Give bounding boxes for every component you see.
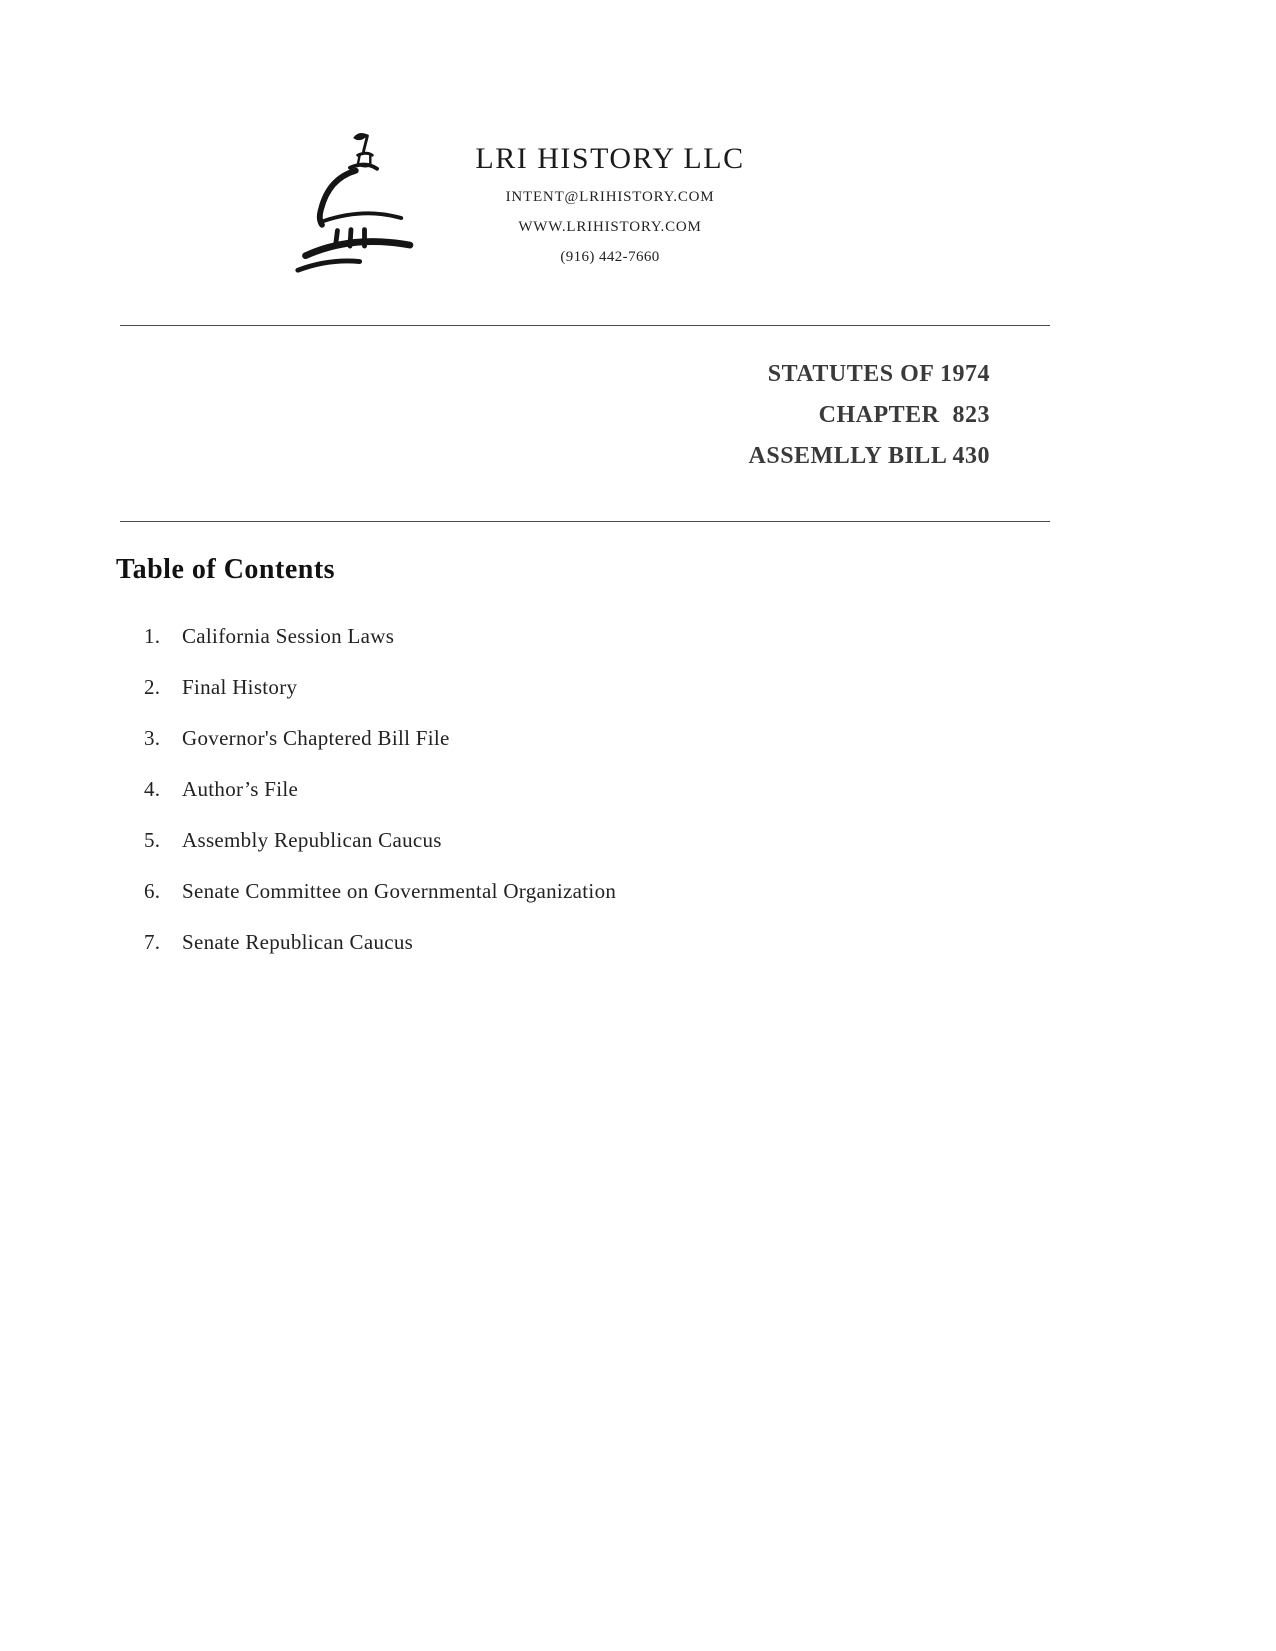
toc-item-number: 2. <box>144 675 161 699</box>
toc-item-label: Final History <box>182 675 298 699</box>
toc-item <box>120 777 1050 802</box>
statute-line-1: STATUTES OF 1974 <box>767 361 990 387</box>
toc-item-label: Senate Committee on Governmental Organization <box>182 879 617 903</box>
letterhead <box>120 0 1050 287</box>
statute-block <box>120 354 1050 477</box>
company-email: INTENT@LRIHISTORY.COM <box>505 189 715 205</box>
toc-item-label: Author’s File <box>182 777 299 801</box>
company-block <box>475 142 745 266</box>
company-name: LRI HISTORY LLC <box>475 142 745 175</box>
toc-item-label: California Session Laws <box>182 624 395 648</box>
toc-item <box>120 930 1050 955</box>
divider-top <box>120 325 1050 326</box>
statute-line-3: ASSEMLLY BILL 430 <box>748 443 990 469</box>
company-phone: (916) 442-7660 <box>560 249 660 265</box>
toc-list <box>120 624 1050 955</box>
toc-title: Table of Contents <box>116 554 336 585</box>
toc-item-label: Assembly Republican Caucus <box>182 828 442 852</box>
toc-item <box>120 675 1050 700</box>
toc-item <box>120 624 1050 649</box>
toc-item <box>120 879 1050 904</box>
toc-item-number: 6. <box>144 879 161 903</box>
toc-item-label: Governor's Chaptered Bill File <box>182 726 450 750</box>
toc-item-number: 4. <box>144 777 161 801</box>
company-website: WWW.LRIHISTORY.COM <box>518 219 702 235</box>
toc-item-label: Senate Republican Caucus <box>182 930 414 954</box>
statute-line-2: CHAPTER 823 <box>818 402 990 428</box>
toc-item <box>120 828 1050 853</box>
toc-item-number: 1. <box>144 624 161 648</box>
page-content <box>116 0 1050 955</box>
toc-item-number: 7. <box>144 930 161 954</box>
capitol-dome-logo <box>292 122 437 287</box>
toc-item-number: 3. <box>144 726 161 750</box>
divider-middle <box>120 521 1050 522</box>
toc-item-number: 5. <box>144 828 161 852</box>
toc-item <box>120 726 1050 751</box>
